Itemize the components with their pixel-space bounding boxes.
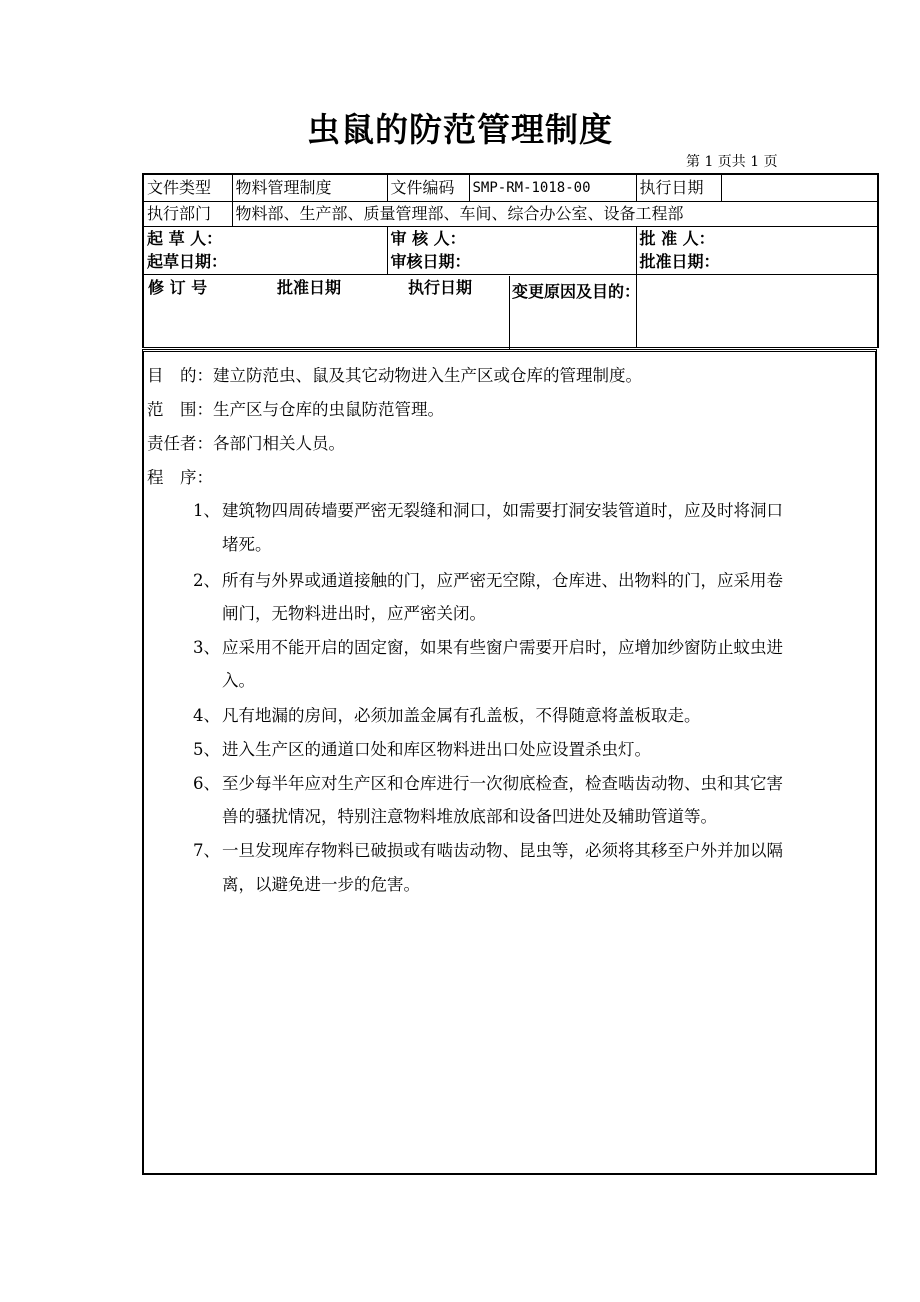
drafter-label: 起 草 人： [147,229,223,248]
list-item-text: 建筑物四周砖墙要严密无裂缝和洞口，如需要打洞安装管道时，应及时将洞口 [222,501,783,520]
list-item-text: 应采用不能开启的固定窗，如果有些窗户需要开启时，应增加纱窗防止蚊虫进 [222,638,783,657]
list-item-text: 离，以避免进一步的危害。 [222,875,420,894]
exec-dept-value: 物料部、生产部、质量管理部、车间、综合办公室、设备工程部 [232,201,878,226]
revision-divider [509,276,510,349]
scope-line: 范 围：生产区与仓库的虫鼠防范管理。 [147,400,444,419]
revision-exec-date-label: 执行日期 [408,277,473,297]
doc-code-value: SMP-RM-1018-00 [469,174,636,201]
list-item-number: 6、 [193,774,220,793]
list-item-number: 4、 [193,706,220,725]
list-item-text: 所有与外界或通道接触的门，应严密无空隙，仓库进、出物料的门，应采用卷 [222,571,783,590]
draft-date-label: 起草日期： [147,252,228,271]
list-item-text: 入。 [222,671,255,690]
exec-date-label: 执行日期 [636,174,721,201]
review-date-label: 审核日期： [390,252,471,271]
responsible-line: 责任者：各部门相关人员。 [147,434,345,453]
procedure-label: 程 序： [147,468,213,487]
revision-approve-date-label: 批准日期 [277,277,342,297]
list-item-text: 兽的骚扰情况，特别注意物料堆放底部和设备凹进处及辅助管道等。 [222,807,717,826]
change-reason-label: 变更原因及目的： [512,282,641,301]
doc-code-label: 文件编码 [387,174,469,201]
exec-dept-label: 执行部门 [143,201,232,226]
doc-type-label: 文件类型 [143,174,232,201]
purpose-line: 目 的：建立防范虫、鼠及其它动物进入生产区或仓库的管理制度。 [147,366,642,385]
header-table [142,173,879,348]
reviewer-label: 审 核 人： [390,229,466,248]
list-item-text: 至少每半年应对生产区和仓库进行一次彻底检查，检查啮齿动物、虫和其它害 [222,774,783,793]
exec-date-value [721,174,878,201]
approver-label: 批 准 人： [639,229,715,248]
document-title: 虫鼠的防范管理制度 [307,110,613,149]
list-item-number: 1、 [193,501,220,520]
revision-no-label: 修 订 号 [148,277,208,297]
list-item-number: 5、 [193,740,220,759]
list-item-text: 凡有地漏的房间，必须加盖金属有孔盖板，不得随意将盖板取走。 [222,706,701,725]
list-item-number: 3、 [193,638,220,657]
list-item-text: 闸门，无物料进出时，应严密关闭。 [222,604,486,623]
doc-type-value: 物料管理制度 [232,174,387,201]
list-item-text: 进入生产区的通道口处和库区物料进出口处应设置杀虫灯。 [222,740,651,759]
list-item-text: 堵死。 [222,535,272,554]
list-item-number: 7、 [193,841,220,860]
page-info: 第 1 页共 1 页 [686,154,778,170]
body-box [142,349,877,1175]
list-item-number: 2、 [193,571,220,590]
list-item-text: 一旦发现库存物料已破损或有啮齿动物、昆虫等，必须将其移至户外并加以隔 [222,841,783,860]
approve-date-label: 批准日期： [639,252,720,271]
